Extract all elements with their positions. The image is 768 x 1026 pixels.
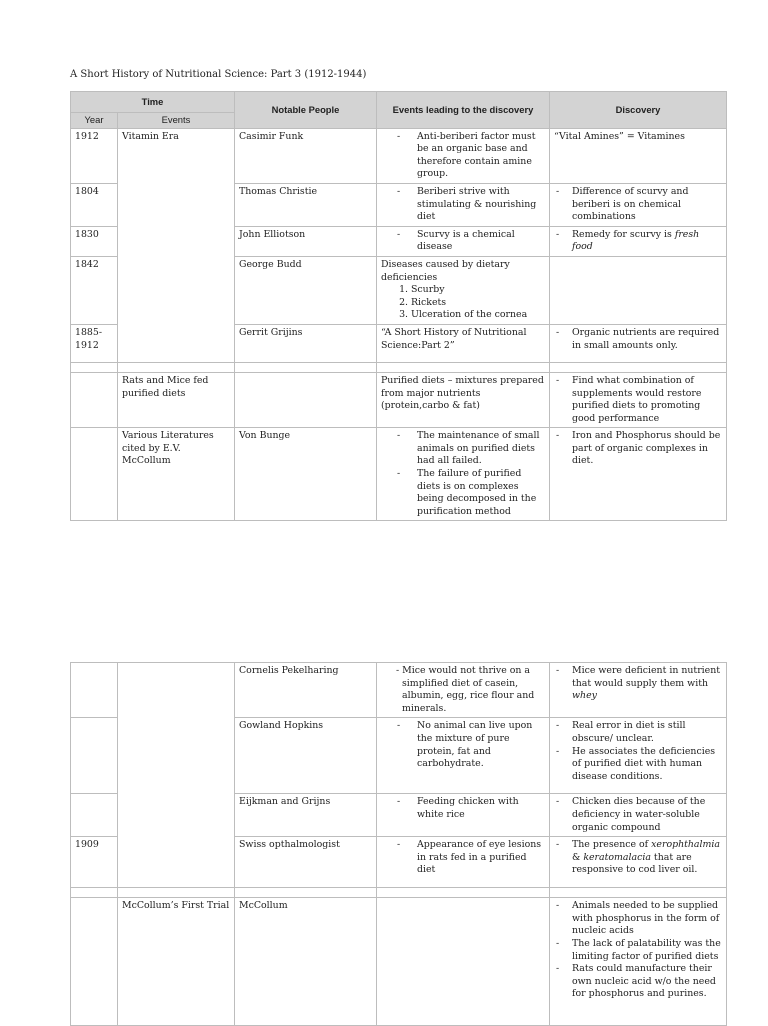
discovery-emphasis: whey [572,690,597,702]
year-cell [71,718,118,794]
discovery-emphasis: keratomalacia [583,851,651,863]
person-cell: Swiss opthalmologist [235,837,377,888]
discovery-cell [550,837,727,888]
discovery-cell [550,324,727,362]
discovery-text: that are responsive to cod liver oil. [572,851,698,876]
discovery-text: & [572,851,584,863]
discovery-emphasis: fresh food [572,228,700,253]
year-cell [71,372,118,427]
list-item: 3. Ulceration of the cornea [411,309,545,322]
person-cell: Gowland Hopkins [235,718,377,794]
header-row [71,92,727,113]
leading-cell [377,183,550,226]
discovery-cell [550,428,727,521]
year-header: Year [71,113,118,129]
leading-cell [377,226,550,256]
list-item: 2. Rickets [411,297,545,310]
spacer-row [71,362,727,372]
discovery-cell [550,372,727,427]
table-row [71,428,727,521]
leading-cell [377,898,550,1026]
bullet-item: - Difference of scurvy and beriberi is on chemical combinations [554,186,722,224]
bullet-item: - Scurvy is a chemical disease [381,229,545,254]
discovery-cell: “Vital Amines” = Vitamines [550,128,727,183]
year-cell: 1830 [71,226,118,256]
bullet-item [554,839,722,877]
discovery-text: Remedy for scurvy is [572,228,675,240]
leading-cell [377,128,550,183]
bullet-item: - Anti-beriberi factor must be an organic base and therefore contain amine group. [381,131,545,181]
bullet-item: - Rats could manufacture their own nucleic acid w/o the need for phosphorus and purines. [554,963,722,1001]
year-cell [71,428,118,521]
year-cell: 1909 [71,837,118,888]
discovery-cell [550,226,727,256]
person-cell: Eijkman and Grijns [235,794,377,837]
leading-cell: “A Short History of Nutritional Science:Part 2” [377,324,550,362]
table-row [71,128,727,183]
deficiency-list [381,284,545,322]
year-cell: 1804 [71,183,118,226]
person-cell: Von Bunge [235,428,377,521]
year-cell: 1912 [71,128,118,183]
history-table-part1 [70,91,727,521]
events-header: Events [118,113,235,129]
person-cell: McCollum [235,898,377,1026]
table-row [71,663,727,718]
leading-cell: Purified diets – mixtures prepared from major nutrients (protein,carbo & fat) [377,372,550,427]
person-cell: Cornelis Pekelharing [235,663,377,718]
list-item: 1. Scurby [411,284,545,297]
person-cell: George Budd [235,256,377,324]
bullet-item: - Real error in diet is still obscure/ unclear. [554,720,722,745]
bullet-item: - Appearance of eye lesions in rats fed in a purified diet [381,839,545,877]
bullet-item: - Chicken dies because of the deficiency in water-soluble organic compound [554,796,722,834]
bullet-item: - He associates the deficiencies of purified diet with human disease conditions. [554,746,722,784]
discovery-cell [550,183,727,226]
discovery-text: The presence of [572,839,652,851]
person-cell [235,372,377,427]
event-cell: Vitamin Era [118,128,235,362]
leading-header: Events leading to the discovery [377,92,550,129]
year-cell: 1885-1912 [71,324,118,362]
bullet-item: - Beriberi strive with stimulating & nourishing diet [381,186,545,224]
bullet-item: - The maintenance of small animals on purified diets had all failed. [381,430,545,468]
leading-cell [377,256,550,324]
discovery-header: Discovery [550,92,727,129]
year-cell [71,663,118,718]
event-cell: Various Literatures cited by E.V. McCollum [118,428,235,521]
leading-cell [377,428,550,521]
leading-cell [377,663,550,718]
people-header: Notable People [235,92,377,129]
discovery-cell [550,794,727,837]
bullet-item: - Animals needed to be supplied with phosphorus in the form of nucleic acids [554,900,722,938]
discovery-cell [550,718,727,794]
discovery-cell [550,663,727,718]
bullet-item: - The lack of palatability was the limiting factor of purified diets [554,938,722,963]
person-cell: Thomas Christie [235,183,377,226]
discovery-cell [550,256,727,324]
bullet-item [554,665,722,703]
leading-cell [377,718,550,794]
bullet-item [554,229,722,254]
table-row [71,372,727,427]
document-title: A Short History of Nutritional Science: Part 3 (1912-1944) [70,69,367,80]
bullet-item: - Iron and Phosphorus should be part of organic complexes in diet. [554,430,722,468]
discovery-cell [550,898,727,1026]
bullet-item: - Find what combination of supplements would restore purified diets to promoting good performance [554,375,722,425]
person-cell: John Elliotson [235,226,377,256]
leading-intro: Diseases caused by dietary deficiencies [381,258,510,283]
bullet-item: - No animal can live upon the mixture of pure protein, fat and carbohydrate. [381,720,545,770]
discovery-text: Mice were deficient in nutrient that would supply them with [572,665,721,689]
person-cell: Casimir Funk [235,128,377,183]
leading-cell [377,794,550,837]
event-cell: Rats and Mice fed purified diets [118,372,235,427]
spacer-row [71,888,727,898]
time-header: Time [71,92,235,113]
history-table-part2 [70,662,727,1026]
bullet-item: - Organic nutrients are required in small amounts only. [554,327,722,352]
event-cell: McCollum’s First Trial [118,898,235,1026]
discovery-emphasis: xerophthalmia [651,839,720,851]
year-cell [71,794,118,837]
bullet-item: - Mice would not thrive on a simplified diet of casein, albumin, egg, rice flour and minerals. [396,665,535,714]
bullet-item: - The failure of purified diets is on complexes being decomposed in the purification method [381,468,545,518]
table-row [71,898,727,1026]
year-cell: 1842 [71,256,118,324]
event-cell [118,663,235,888]
year-cell [71,898,118,1026]
leading-cell [377,837,550,888]
bullet-item: - Feeding chicken with white rice [381,796,545,821]
person-cell: Gerrit Grijins [235,324,377,362]
